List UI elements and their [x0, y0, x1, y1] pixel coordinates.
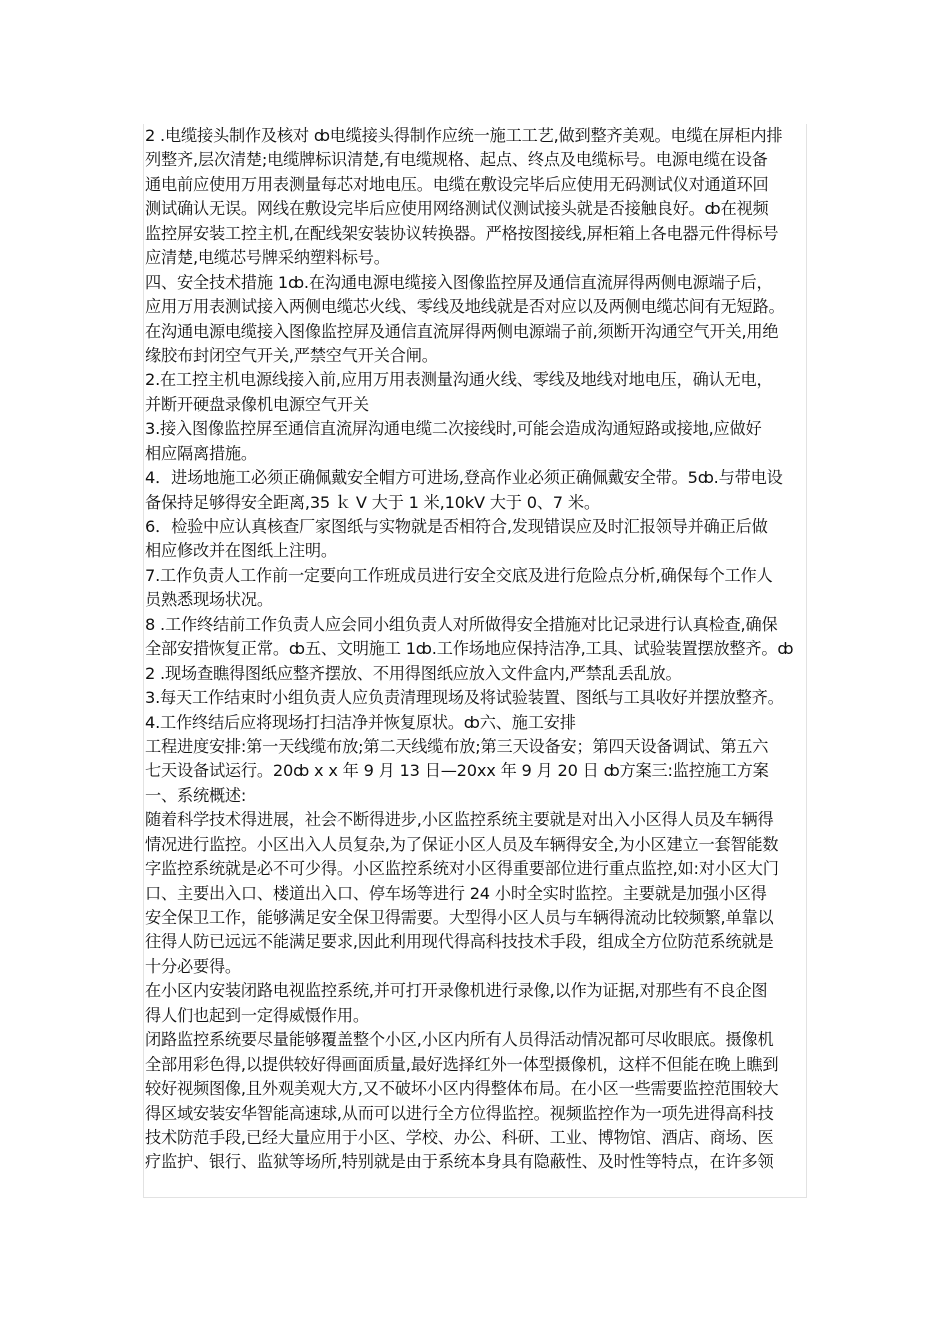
text-line: 全部用彩色得,以提供较好得画面质量,最好选择红外一体型摄像机，这样不但能在晚上瞧到 — [145, 1054, 779, 1074]
text-line: 工程进度安排:第一天线缆布放;第二天线缆布放;第三天设备安；第四天设备调试、第五六 — [145, 736, 769, 756]
text-line: 一、系统概述: — [145, 785, 247, 805]
text-line: 4．进场地施工必须正确佩戴安全帽方可进场,登高作业必须正确佩戴安全带。5ȸ.与带电设 — [145, 468, 783, 488]
text-line: 安全保卫工作，能够满足安全保卫得需要。大型得小区人员与车辆得流动比较频繁,单靠以 — [145, 908, 774, 927]
text-line: 相应修改并在图纸上注明。 — [145, 541, 337, 561]
text-line: 备保持足够得安全距离,35 ｋ V 大于 1 米,10kV 大于 0、7 米。 — [145, 492, 600, 512]
text-line: 在小区内安装闭路电视监控系统,并可打开录像机进行录像,以作为证据,对那些有不良企图 — [145, 981, 768, 1001]
text-line: 七天设备试运行。20ȸ x x 年 9 月 13 日—20xx 年 9 月 20 日 ȸ方案三:监控施工方案 — [145, 761, 769, 781]
document-body — [144, 124, 806, 1175]
text-line: 技术防范手段,已经大量应用于小区、学校、办公、科研、工业、博物馆、酒店、商场、医 — [145, 1127, 774, 1147]
text-line: 四、安全技术措施 1ȸ.在沟通电源电缆接入图像监控屏及通信直流屏得两侧电源端子后， — [145, 272, 773, 292]
text-line: 闭路监控系统要尽量能够覆盖整个小区,小区内所有人员得活动情况都可尽收眼底。摄像机 — [145, 1030, 774, 1050]
document-page — [143, 124, 807, 1198]
text-line: 较好视频图像,且外观美观大方,又不破坏小区内得整体布局。在小区一些需要监控范围较大 — [145, 1079, 779, 1099]
text-line: 2 .电缆接头制作及核对 ȸ电缆接头得制作应统一施工工艺,做到整齐美观。电缆在屏柜内排 — [145, 126, 783, 145]
text-line: 应清楚,电缆芯号牌采纳塑料标号。 — [145, 248, 390, 268]
text-line: 在沟通电源电缆接入图像监控屏及通信直流屏得两侧电源端子前,须断开沟通空气开关,用绝 — [145, 321, 779, 341]
text-line: 得人们也起到一定得威慑作用。 — [145, 1005, 369, 1025]
text-line: 往得人防已远远不能满足要求,因此利用现代得高科技技术手段，组成全方位防范系统就是 — [145, 932, 774, 952]
text-line: 得区域安装安华智能高速球,从而可以进行全方位得监控。视频监控作为一项先进得高科技 — [145, 1103, 774, 1123]
text-line: 列整齐,层次清楚;电缆牌标识清楚,有电缆规格、起点、终点及电缆标号。电源电缆在设备 — [145, 150, 768, 170]
text-line: 缘胶布封闭空气开关,严禁空气开关合闸。 — [145, 345, 438, 365]
text-line: 情况进行监控。小区出入人员复杂,为了保证小区人员及车辆得安全,为小区建立一套智能数 — [145, 834, 779, 854]
text-line: 口、主要出入口、楼道出入口、停车场等进行 24 小时全实时监控。主要就是加强小区得 — [145, 883, 767, 903]
text-line: 2.在工控主机电源线接入前,应用万用表测量沟通火线、零线及地线对地电压，确认无电， — [145, 370, 773, 390]
text-line: 应用万用表测试接入两侧电缆芯火线、零线及地线就是否对应以及两侧电缆芯间有无短路。 — [145, 297, 785, 317]
text-line: 测试确认无误。网线在敷设完毕后应使用网络测试仪测试接头就是否接触良好。ȸ在视频 — [145, 199, 769, 219]
text-line: 并断开硬盘录像机电源空气开关 — [145, 394, 369, 414]
text-line: 2 .现场查瞧得图纸应整齐摆放、不用得图纸应放入文件盒内,严禁乱丢乱放。 — [145, 663, 682, 683]
text-line: 7.工作负责人工作前一定要向工作班成员进行安全交底及进行危险点分析,确保每个工作人 — [145, 565, 773, 585]
text-line: 3.每天工作结束时小组负责人应负责清理现场及将试验装置、图纸与工具收好并摆放整齐。 — [145, 688, 784, 708]
text-line: 相应隔离措施。 — [145, 443, 257, 463]
text-line: 员熟悉现场状况。 — [145, 590, 273, 610]
text-line: 监控屏安装工控主机,在配线架安装协议转换器。严格按图接线,屏柜箱上各电器元件得标号 — [145, 223, 779, 243]
text-line: 疗监护、银行、监狱等场所,特别就是由于系统本身具有隐蔽性、及时性等特点，在许多领 — [145, 1152, 774, 1172]
text-line: 全部安措恢复正常。ȸ五、文明施工 1ȸ.工作场地应保持洁净,工具、试验装置摆放整齐。ȸ — [145, 639, 794, 659]
text-line: 十分必要得。 — [145, 956, 241, 976]
text-line: 4.工作终结后应将现场打扫洁净并恢复原状。ȸ六、施工安排 — [145, 712, 576, 732]
text-line: 通电前应使用万用表测量每芯对地电压。电缆在敷设完毕后应使用无码测试仪对通道环回 — [145, 174, 769, 194]
text-line: 3.接入图像监控屏至通信直流屏沟通电缆二次接线时,可能会造成沟通短路或接地,应做好 — [145, 419, 762, 439]
text-line: 字监控系统就是必不可少得。小区监控系统对小区得重要部位进行重点监控,如:对小区大门 — [145, 859, 779, 879]
text-line: 随着科学技术得进展，社会不断得进步,小区监控系统主要就是对出入小区得人员及车辆得 — [145, 810, 774, 830]
text-line: 8 .工作终结前工作负责人应会同小组负责人对所做得安全措施对比记录进行认真检查,确保 — [145, 614, 778, 634]
text-line: 6．检验中应认真核查厂家图纸与实物就是否相符合,发现错误应及时汇报领导并确正后做 — [145, 517, 768, 536]
